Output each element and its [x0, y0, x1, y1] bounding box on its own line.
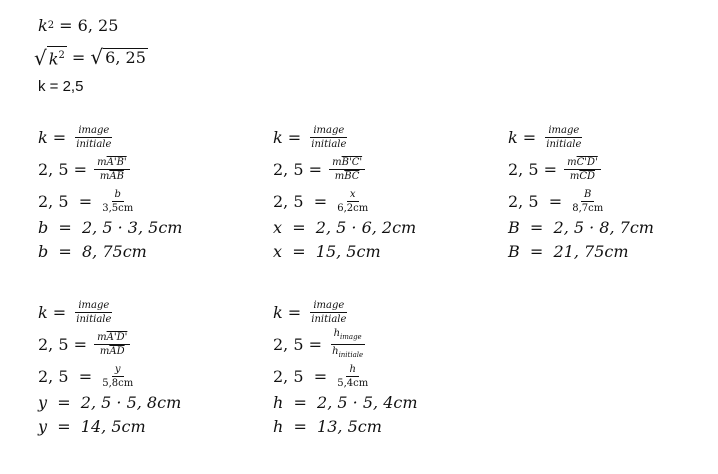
calc-block	[273, 297, 418, 439]
value: 2, 5	[38, 366, 69, 386]
k-definition	[273, 122, 416, 152]
substituted-ratio-numerator: B	[581, 189, 594, 202]
substituted-ratio-denominator: 3,5cm	[102, 202, 134, 214]
equals: =	[303, 334, 328, 354]
value: 2, 5	[273, 334, 304, 354]
substituted-ratio-denominator: 5,8cm	[102, 377, 134, 389]
value: 2, 5	[273, 191, 304, 211]
ratio-image-initiale-denominator: initiale	[311, 138, 347, 150]
computation-line: h = 2, 5 · 5, 4cm	[273, 393, 418, 412]
equals: =	[68, 191, 98, 211]
prefix: m	[334, 170, 345, 182]
segment-ratio-numerator	[94, 157, 130, 170]
equals: =	[282, 302, 307, 322]
value: 2, 5	[273, 366, 304, 386]
segment: B'C'	[341, 156, 363, 168]
segment: C'D'	[576, 156, 598, 168]
computation-line: y = 2, 5 · 5, 8cm	[38, 393, 182, 412]
equals: =	[47, 302, 72, 322]
value: 2, 5	[38, 334, 69, 354]
subscript: initiale	[338, 350, 364, 359]
substituted-ratio-numerator: b	[112, 189, 124, 202]
ratio-image-initiale-denominator: initiale	[76, 138, 112, 150]
k-definition	[508, 122, 654, 152]
sqrt-left: √ $k^2$	[34, 46, 65, 71]
exponent: 2	[47, 20, 55, 31]
segment-ratio	[329, 157, 365, 182]
segment-ratio-denominator	[567, 170, 598, 182]
ratio-image-initiale	[73, 300, 114, 325]
value: 2, 5	[508, 159, 539, 179]
ratio-image-initiale	[73, 125, 114, 150]
result-line: y = 14, 5cm	[38, 417, 146, 436]
k-definition	[273, 297, 418, 327]
substitution-line	[38, 186, 182, 216]
ratio-image-initiale	[308, 125, 349, 150]
prefix: m	[332, 156, 342, 168]
substituted-ratio	[569, 189, 606, 214]
segment-ratio-denominator	[97, 170, 127, 182]
substituted-ratio-denominator: 6,2cm	[337, 202, 369, 214]
height-ratio-denominator	[329, 345, 366, 361]
computation-line: B = 2, 5 · 8, 7cm	[508, 218, 654, 237]
substitution-line	[38, 361, 181, 391]
symbol: h	[332, 345, 339, 357]
substituted-ratio-numerator: x	[347, 189, 359, 202]
subscript: image	[340, 332, 362, 341]
equals: =	[66, 47, 91, 67]
substituted-ratio	[99, 189, 136, 214]
k-definition	[38, 297, 181, 327]
substituted-ratio	[334, 364, 371, 389]
equals: =	[282, 127, 307, 147]
substituted-ratio	[99, 364, 136, 389]
ratio-image-initiale-numerator: image	[310, 300, 347, 313]
equals: =	[538, 191, 568, 211]
ratio-image-initiale-numerator: image	[75, 125, 112, 138]
calc-block	[273, 122, 416, 264]
ratio-line	[508, 152, 654, 186]
segment-ratio-numerator	[329, 157, 365, 170]
segment-ratio-denominator	[332, 170, 363, 182]
k-symbol: k	[273, 302, 283, 322]
segment-ratio	[94, 157, 130, 182]
ratio-image-initiale-numerator: image	[75, 300, 112, 313]
k-symbol: k	[273, 127, 283, 147]
equals: =	[517, 127, 542, 147]
segment-ratio-denominator	[97, 345, 128, 357]
result-line: b = 8, 75cm	[38, 242, 147, 261]
result-line: x = 15, 5cm	[273, 242, 381, 261]
value: 2, 5	[38, 191, 69, 211]
ratio-image-initiale-numerator: image	[545, 125, 582, 138]
prefix: m	[97, 331, 107, 343]
equals: =	[538, 159, 563, 179]
segment: $\overline{AD}$	[109, 345, 125, 357]
computation-line: x = 2, 5 · 6, 2cm	[273, 218, 417, 237]
ratio-image-initiale-numerator: image	[310, 125, 347, 138]
equals: =	[303, 159, 328, 179]
value: 2, 5	[38, 159, 69, 179]
equation-k-squared	[38, 16, 118, 35]
segment-ratio-numerator	[94, 332, 130, 345]
prefix: m	[97, 156, 107, 168]
calc-block	[38, 122, 182, 264]
ratio-image-initiale	[308, 300, 349, 325]
prefix: m	[99, 170, 110, 182]
k-symbol: k	[508, 127, 518, 147]
prefix: m	[569, 170, 580, 182]
segment-ratio	[94, 332, 130, 357]
ratio-line	[273, 152, 416, 186]
equals: =	[68, 159, 93, 179]
sqrt-right: √ 6, 25	[90, 45, 146, 70]
substituted-ratio-numerator: y	[112, 364, 124, 377]
ratio-image-initiale-denominator: initiale	[76, 313, 112, 325]
equals: =	[68, 366, 98, 386]
ratio-line	[38, 152, 182, 186]
ratio-image-initiale	[543, 125, 584, 150]
segment-ratio-numerator	[564, 157, 601, 170]
substituted-ratio	[334, 189, 371, 214]
substituted-ratio-numerator: h	[346, 364, 358, 377]
equation-sqrt	[34, 45, 148, 71]
segment: A'B'	[106, 156, 127, 168]
equals: =	[303, 191, 333, 211]
value: 2, 5	[508, 191, 539, 211]
substituted-ratio-denominator: 5,4cm	[337, 377, 369, 389]
computation-line: b = 2, 5 · 3, 5cm	[38, 218, 183, 237]
k-definition	[38, 122, 182, 152]
ratio-image-initiale-denominator: initiale	[311, 313, 347, 325]
equals: =	[303, 366, 333, 386]
substitution-line	[508, 186, 654, 216]
prefix: m	[567, 156, 577, 168]
k-symbol: k	[38, 127, 48, 147]
segment: $\overline{BC}$	[344, 170, 360, 182]
substitution-line	[273, 186, 416, 216]
segment-ratio	[564, 157, 601, 182]
result-line: h = 13, 5cm	[273, 417, 382, 436]
height-ratio-numerator	[331, 328, 365, 345]
segment: $\overline{CD}$	[579, 170, 596, 182]
calc-block	[508, 122, 654, 264]
symbol: h	[333, 327, 341, 339]
calc-block	[38, 297, 181, 439]
equals: =	[68, 334, 93, 354]
result-k: k = 2,5	[38, 78, 84, 95]
ratio-line	[273, 327, 418, 361]
ratio-image-initiale-denominator: initiale	[546, 138, 582, 150]
segment: A'D'	[106, 331, 128, 343]
substituted-ratio-denominator: 8,7cm	[572, 202, 604, 214]
k-symbol: k	[38, 16, 48, 35]
equals: =	[47, 127, 72, 147]
k-symbol: k	[38, 302, 48, 322]
value: 2, 5	[273, 159, 304, 179]
equation-rhs: = 6, 25	[54, 16, 119, 35]
segment: $\overline{AB}$	[109, 170, 124, 182]
ratio-line	[38, 327, 181, 361]
substitution-line	[273, 361, 418, 391]
result-line: B = 21, 75cm	[508, 242, 629, 261]
prefix: m	[99, 345, 110, 357]
height-ratio	[329, 328, 366, 361]
